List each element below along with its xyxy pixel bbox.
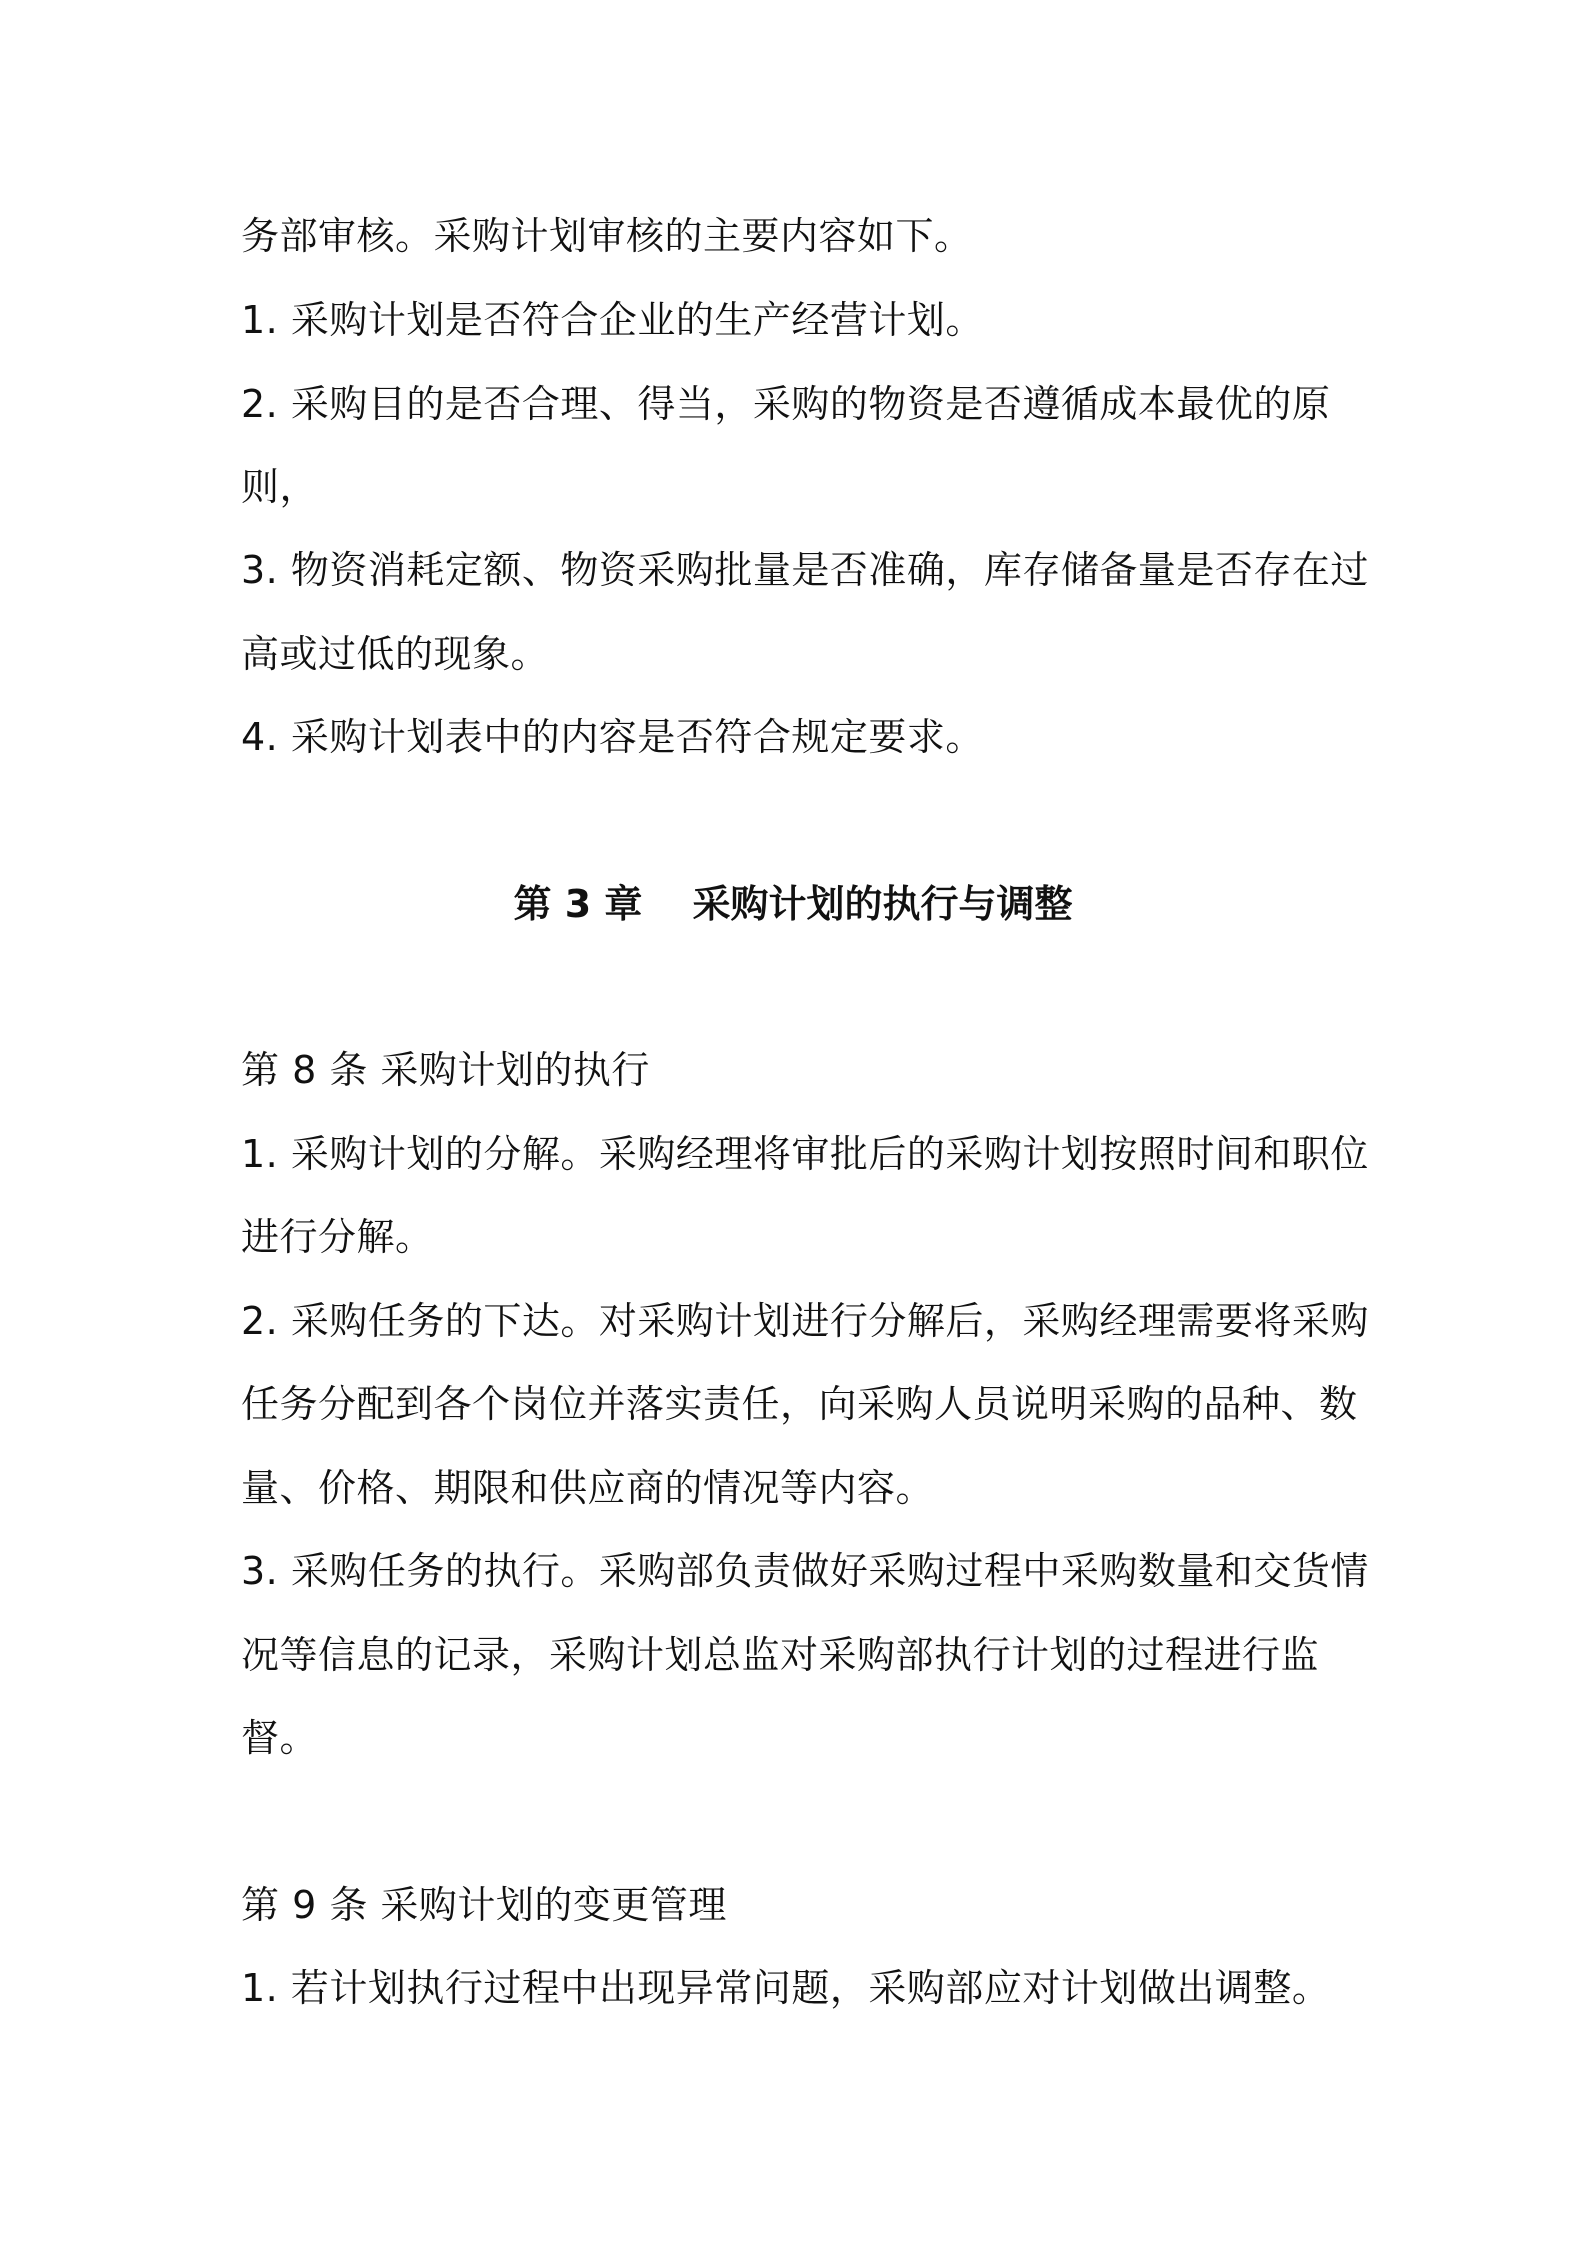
list-item-continuation: 量、价格、期限和供应商的情况等内容。	[241, 1466, 935, 1510]
list-item-continuation: 进行分解。	[241, 1215, 434, 1259]
article-heading: 第 8 条 采购计划的执行	[241, 1048, 650, 1092]
list-item-continuation: 高或过低的现象。	[241, 632, 550, 676]
chapter-heading	[0, 880, 1586, 928]
chapter-number: 第 3 章	[513, 882, 643, 926]
list-item-continuation: 况等信息的记录，采购计划总监对采购部执行计划的过程进行监	[241, 1633, 1320, 1677]
list-item: 2. 采购目的是否合理、得当，采购的物资是否遵循成本最优的原	[241, 382, 1331, 426]
list-item: 1. 若计划执行过程中出现异常问题，采购部应对计划做出调整。	[241, 1966, 1331, 2010]
list-item-continuation: 督。	[241, 1716, 319, 1760]
list-item-continuation: 则，	[241, 465, 319, 509]
list-item-continuation: 任务分配到各个岗位并落实责任，向采购人员说明采购的品种、数	[241, 1382, 1358, 1426]
paragraph-line: 务部审核。采购计划审核的主要内容如下。	[241, 214, 973, 258]
list-item: 1. 采购计划是否符合企业的生产经营计划。	[241, 298, 984, 342]
article-heading: 第 9 条 采购计划的变更管理	[241, 1883, 727, 1927]
list-item: 2. 采购任务的下达。对采购计划进行分解后，采购经理需要将采购	[241, 1299, 1369, 1343]
list-item: 1. 采购计划的分解。采购经理将审批后的采购计划按照时间和职位	[241, 1132, 1369, 1176]
list-item: 3. 物资消耗定额、物资采购批量是否准确，库存储备量是否存在过	[241, 548, 1369, 592]
list-item: 4. 采购计划表中的内容是否符合规定要求。	[241, 715, 984, 759]
chapter-title: 采购计划的执行与调整	[692, 882, 1073, 926]
list-item: 3. 采购任务的执行。采购部负责做好采购过程中采购数量和交货情	[241, 1549, 1369, 1593]
